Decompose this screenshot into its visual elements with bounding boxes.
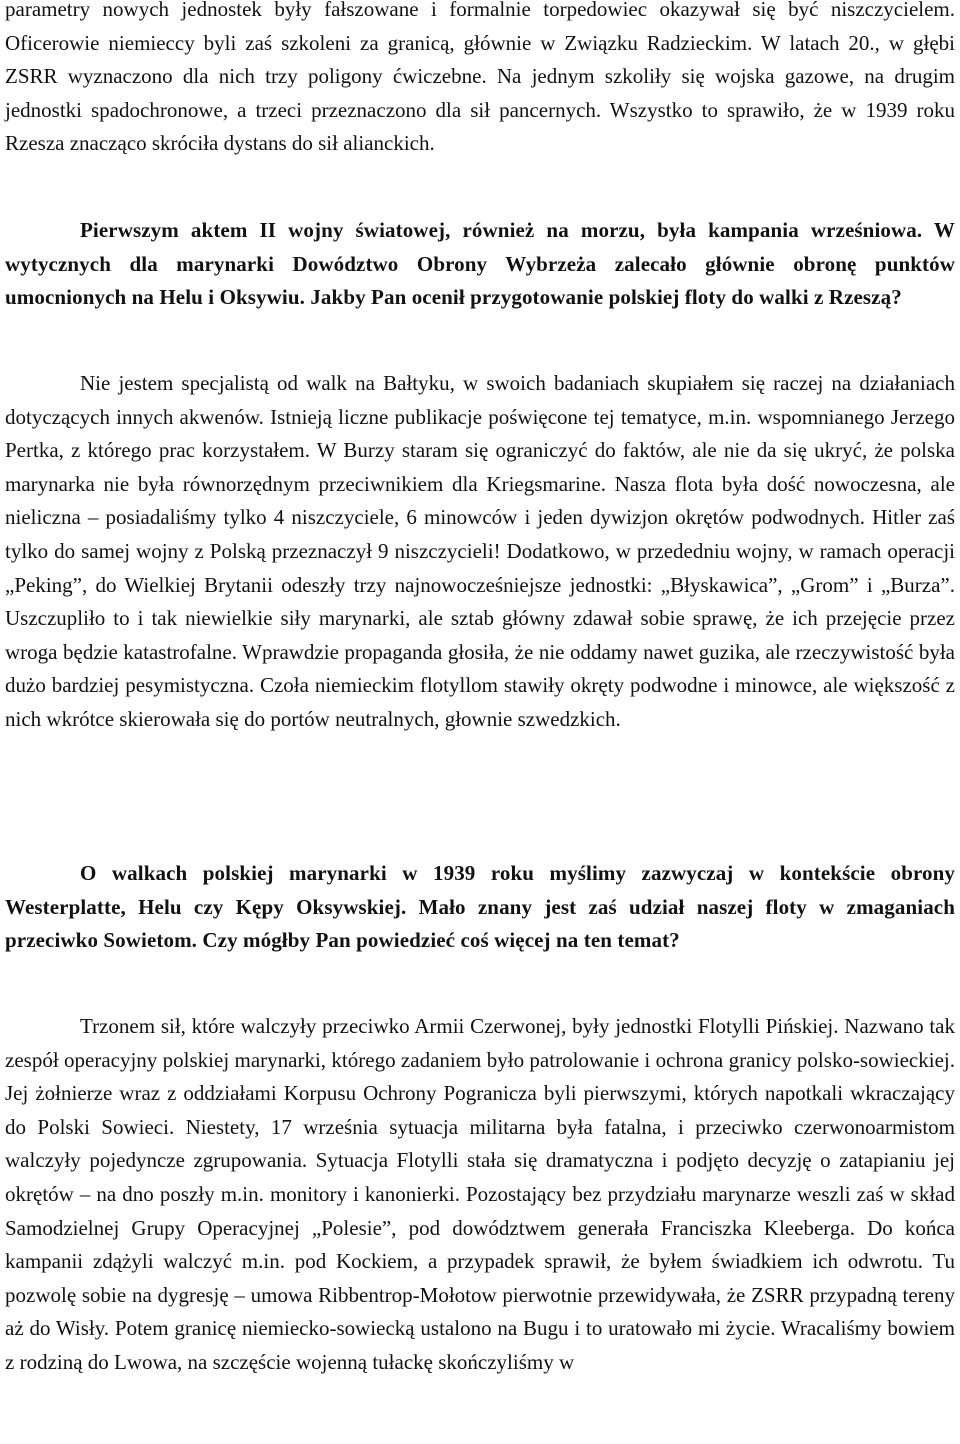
interview-question-soviet-fight: O walkach polskiej marynarki w 1939 roku myślimy zazwyczaj w kontekście obrony Westerplatte, Helu czy Kępy Oksywskiej. Mało znany jest zaś udział naszej floty w zmaganiach przeciwko Sowietom. Czy mógłby Pan powiedzieć coś więcej na ten temat? [5,861,955,953]
answer-paragraph-continued: parametry nowych jednostek były fałszowane i formalnie torpedowiec okazywał się być niszczycielem. Oficerowie niemieccy byli zaś szkoleni za granicą, głównie w Związku Radzieckim. W latach 20., w głębi ZSRR wyznaczono dla nich trzy poligony ćwiczebne. Na jednym szkoliły się wojska gazowe, na drugim jednostki spadochronowe, a trzeci przeznaczono dla sił pancernych. Wszystko to sprawiło, że w 1939 roku Rzesza znacząco skróciła dystans do sił alianckich. [5,0,955,156]
interview-question-september-campaign: Pierwszym aktem II wojny światowej, również na morzu, była kampania wrześniowa. W wytycznych dla marynarki Dowództwo Obrony Wybrzeża zalecało głównie obronę punktów umocnionych na Helu i Oksywiu. Jakby Pan ocenił przygotowanie polskiej floty do walki z Rzeszą? [5,218,955,310]
answer-paragraph-polish-navy: Nie jestem specjalistą od walk na Bałtyku, w swoich badaniach skupiałem się raczej na działaniach dotyczących innych akwenów. Istnieją liczne publikacje poświęcone tej tematyce, m.in. wspomnianego Jerzego Pertka, z którego prac korzystałem. W Burzy staram się ograniczyć do faktów, ale nie da się ukryć, że polska marynarka nie była równorzędnym przeciwnikiem dla Kriegsmarine. Nasza flota była dość nowoczesna, ale nieliczna – posiadaliśmy tylko 4 niszczyciele, 6 minowców i jeden dywizjon okrętów podwodnych. Hitler zaś tylko do samej wojny z Polską przeznaczył 9 niszczycieli! Dodatkowo, w przededniu wojny, w ramach operacji „Peking”, do Wielkiej Brytanii odeszły trzy najnowocześniejsze jednostki: „Błyskawica”, „Grom” i „Burza”. Uszczupliło to i tak niewielkie siły marynarki, ale sztab główny zdawał sobie sprawę, że ich przejęcie przez wroga będzie katastrofalne. Wprawdzie propaganda głosiła, że nie oddamy nawet guzika, ale rzeczywistość była dużo bardziej pesymistyczna. Czoła niemieckim flotyllom stawiły okręty podwodne i minowce, ale większość z nich wkrótce skierowała się do portów neutralnych, głownie szwedzkich. [5,371,955,731]
answer-paragraph-pinsk-flotilla: Trzonem sił, które walczyły przeciwko Armii Czerwonej, były jednostki Flotylli Pińskiej. Nazwano tak zespół operacyjny polskiej marynarki, którego zadaniem było patrolowanie i ochrona granicy polsko-sowieckiej. Jej żołnierze wraz z oddziałami Korpusu Ochrony Pogranicza byli pierwszymi, których napotkali wkraczający do Polski Sowieci. Niestety, 17 września sytuacja militarna była fatalna, i przeciwko czerwonoarmistom walczyły pojedyncze zgrupowania. Sytuacja Flotylli stała się dramatyczna i podjęto decyzję o zatapianiu jej okrętów – na dno poszły m.in. monitory i kanonierki. Pozostający bez przydziału marynarze weszli zaś w skład Samodzielnej Grupy Operacyjnej „Polesie”, pod dowództwem generała Franciszka Kleeberga. Do końca kampanii zdążyli walczyć m.in. pod Kockiem, a przypadek sprawił, że byłem świadkiem ich odwrotu. Tu pozwolę sobie na dygresję – umowa Ribbentrop-Mołotow pierwotnie przewidywała, że ZSRR przypadną tereny aż do Wisły. Potem granicę niemiecko-sowiecką ustalono na Bugu i to uratowało mi życie. Wracaliśmy bowiem z rodziną do Lwowa, na szczęście wojenną tułackę skończyliśmy w [5,1014,955,1374]
